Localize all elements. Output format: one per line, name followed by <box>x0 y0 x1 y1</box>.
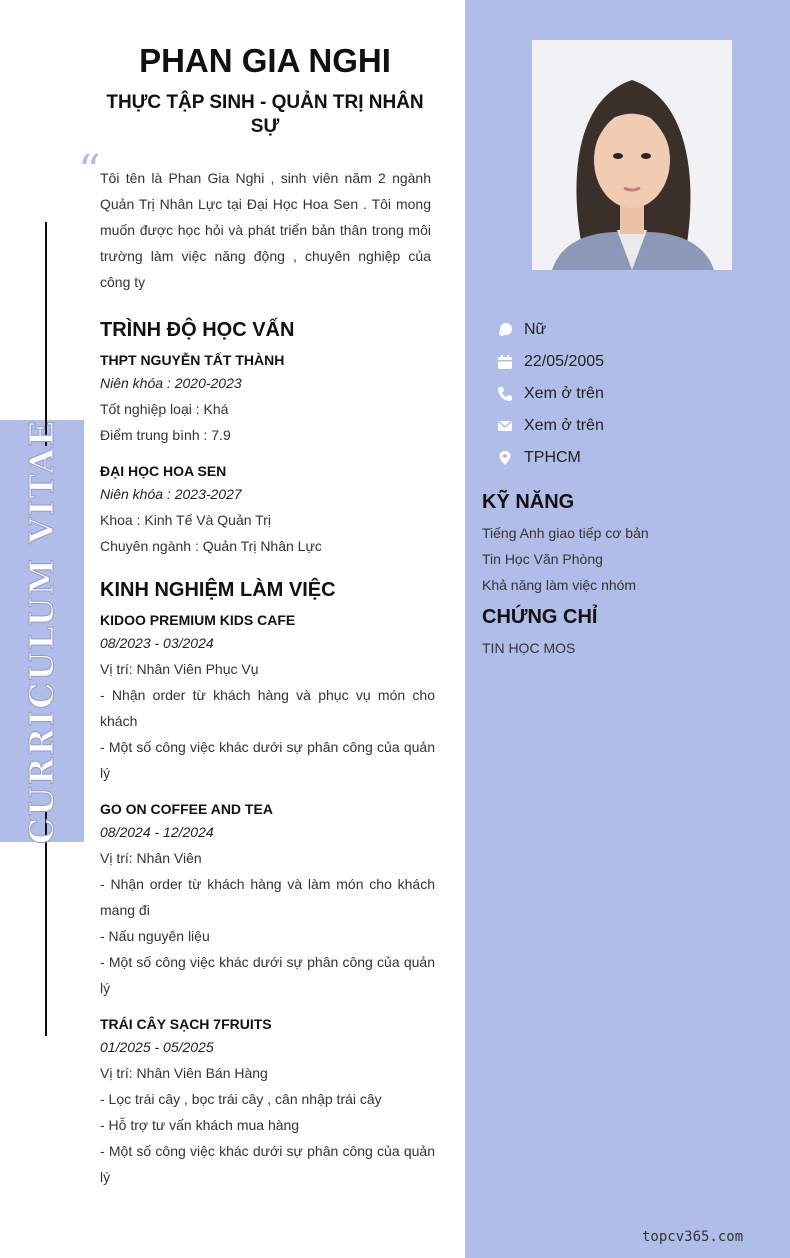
experience-period: 01/2025 - 05/2025 <box>100 1039 214 1055</box>
experience-period: 08/2023 - 03/2024 <box>100 635 214 651</box>
education-detail: Chuyên ngành : Quản Trị Nhân Lực <box>100 538 322 554</box>
experience-detail: - Một số công việc khác dưới sự phân công của quản lý <box>100 1143 435 1185</box>
email-value: Xem ở trên <box>524 417 604 434</box>
dob-value: 22/05/2005 <box>524 353 605 370</box>
curriculum-vitae-label <box>0 420 84 842</box>
certificate-item: TIN HỌC MOS <box>482 640 576 656</box>
experience-title: KINH NGHIỆM LÀM VIỆC <box>100 579 336 601</box>
calendar-icon <box>497 354 513 370</box>
profile-photo <box>532 40 732 270</box>
experience-detail: - Lọc trái cây , bọc trái cây , cân nhập trái cây <box>100 1091 382 1107</box>
experience-company: KIDOO PREMIUM KIDS CAFE <box>100 612 296 628</box>
info-email <box>497 410 604 442</box>
address-value: TPHCM <box>524 449 581 466</box>
education-title: TRÌNH ĐỘ HỌC VẤN <box>100 319 295 341</box>
curriculum-vitae-text: CURRICULUM VITAE <box>22 418 62 844</box>
candidate-name: PHAN GIA NGHI <box>139 42 391 79</box>
experience-detail: Vị trí: Nhân Viên Phục Vụ <box>100 661 259 677</box>
info-dob <box>497 346 604 378</box>
location-icon <box>497 450 513 466</box>
education-detail: Tốt nghiệp loại : Khá <box>100 401 229 417</box>
watermark: topcv365.com <box>642 1229 744 1245</box>
experience-detail: Vị trí: Nhân Viên Bán Hàng <box>100 1065 268 1081</box>
experience-section <box>100 576 435 1190</box>
education-period: Niên khóa : 2020-2023 <box>100 375 242 391</box>
education-section <box>100 316 435 559</box>
experience-detail: - Nhận order từ khách hàng và phục vụ món cho khách <box>100 687 435 729</box>
gender-value: Nữ <box>524 321 547 338</box>
skill-item: Tiếng Anh giao tiếp cơ bản <box>482 525 649 541</box>
skills-section <box>482 488 772 598</box>
education-detail: Khoa : Kinh Tế Và Quản Trị <box>100 512 271 528</box>
email-icon <box>497 418 513 434</box>
experience-company: GO ON COFFEE AND TEA <box>100 801 273 817</box>
info-phone <box>497 378 604 410</box>
certificates-title: CHỨNG CHỈ <box>482 606 598 628</box>
candidate-role: THỰC TẬP SINH - QUẢN TRỊ NHÂN SỰ <box>106 92 424 137</box>
phone-icon <box>497 386 513 402</box>
info-gender <box>497 314 604 346</box>
education-period: Niên khóa : 2023-2027 <box>100 486 242 502</box>
education-school: THPT NGUYỄN TẤT THÀNH <box>100 352 285 368</box>
experience-detail: Vị trí: Nhân Viên <box>100 850 202 866</box>
experience-detail: - Một số công việc khác dưới sự phân công của quản lý <box>100 739 435 781</box>
experience-company: TRÁI CÂY SẠCH 7FRUITS <box>100 1016 272 1032</box>
education-detail: Điểm trung bình : 7.9 <box>100 427 231 443</box>
info-address <box>497 442 604 474</box>
experience-period: 08/2024 - 12/2024 <box>100 824 214 840</box>
experience-detail: - Nấu nguyên liệu <box>100 928 210 944</box>
skill-item: Khả năng làm việc nhóm <box>482 577 637 593</box>
intro-text: Tôi tên là Phan Gia Nghi , sinh viên năm 2 ngành Quản Trị Nhân Lực tại Đại Học Hoa Sen . Tôi mong muốn được học hỏi và phát triển bản thân trong môi trường làm việc năng động , chuyên nghiệp của công ty <box>100 170 431 290</box>
personal-info-list <box>497 314 604 474</box>
experience-detail: - Hỗ trợ tư vấn khách mua hàng <box>100 1117 300 1133</box>
skill-item: Tin Học Văn Phòng <box>482 551 603 567</box>
profile-photo-illustration <box>532 40 732 270</box>
certificates-section <box>482 603 772 661</box>
experience-detail: - Một số công việc khác dưới sự phân công của quản lý <box>100 954 435 996</box>
gender-icon <box>497 322 513 338</box>
education-school: ĐẠI HỌC HOA SEN <box>100 463 227 479</box>
phone-value: Xem ở trên <box>524 385 604 402</box>
divider-line-bottom <box>45 812 47 1036</box>
experience-detail: - Nhận order từ khách hàng và làm món cho khách mang đi <box>100 876 435 918</box>
quote-icon: “ <box>78 146 101 197</box>
skills-title: KỸ NĂNG <box>482 491 575 513</box>
divider-line-top <box>45 222 47 446</box>
